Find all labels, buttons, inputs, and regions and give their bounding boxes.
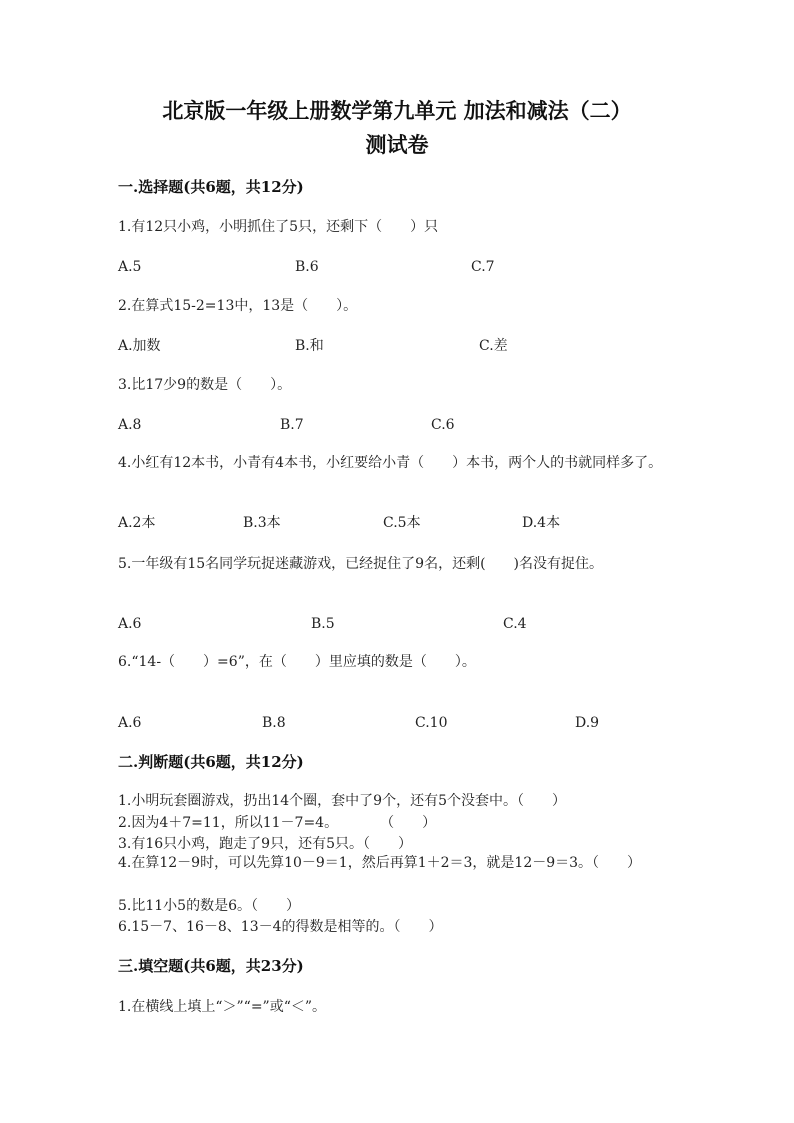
judgment-item-6: 6.15－7、16－8、13－4的得数是相等的。（ ） bbox=[118, 919, 443, 935]
fill-item-1: 1.在横线上填上“＞”“=”或“＜”。 bbox=[118, 999, 327, 1015]
section-heading-judgment: 二.判断题(共6题，共12分) bbox=[118, 753, 304, 771]
option-a: A.8 bbox=[118, 417, 142, 433]
question-4: 4.小红有12本书，小青有4本书，小红要给小青（ ）本书，两个人的书就同样多了。 bbox=[118, 455, 663, 471]
option-a: A.6 bbox=[118, 616, 142, 632]
page-title: 北京版一年级上册数学第九单元 加法和减法（二） bbox=[162, 98, 632, 123]
judgment-item-2: 2.因为4＋7=11，所以11－7=4。 （ ） bbox=[118, 815, 437, 831]
option-a: A.加数 bbox=[118, 338, 161, 354]
option-a: A.2本 bbox=[118, 515, 156, 531]
question-3: 3.比17少9的数是（ ）。 bbox=[118, 377, 292, 393]
option-b: B.和 bbox=[295, 338, 324, 354]
section-heading-fill: 三.填空题(共6题，共23分) bbox=[118, 957, 304, 975]
option-b: B.7 bbox=[280, 417, 304, 433]
option-d: D.9 bbox=[575, 715, 600, 731]
option-c: C.4 bbox=[503, 616, 527, 632]
option-c: C.5本 bbox=[383, 515, 421, 531]
option-b: B.6 bbox=[295, 259, 319, 275]
question-1: 1.有12只小鸡，小明抓住了5只，还剩下（ ）只 bbox=[118, 219, 439, 235]
option-b: B.5 bbox=[311, 616, 335, 632]
option-a: A.5 bbox=[118, 259, 142, 275]
judgment-item-5: 5.比11小5的数是6。（ ） bbox=[118, 898, 300, 914]
option-b: B.3本 bbox=[243, 515, 281, 531]
judgment-item-1: 1.小明玩套圈游戏，扔出14个圈，套中了9个，还有5个没套中。（ ） bbox=[118, 793, 566, 809]
option-c: C.6 bbox=[431, 417, 455, 433]
option-c: C.差 bbox=[479, 338, 508, 354]
question-6: 6.“14-（ ）=6”，在（ ）里应填的数是（ ）。 bbox=[118, 654, 476, 670]
page-subtitle: 测试卷 bbox=[365, 132, 429, 157]
option-c: C.7 bbox=[471, 259, 495, 275]
question-2: 2.在算式15-2=13中，13是（ ）。 bbox=[118, 298, 358, 314]
option-c: C.10 bbox=[415, 715, 448, 731]
section-heading-choice: 一.选择题(共6题，共12分) bbox=[118, 178, 304, 196]
judgment-item-4: 4.在算12－9时，可以先算10－9＝1，然后再算1＋2＝3，就是12－9＝3。（ ） bbox=[118, 855, 642, 871]
option-a: A.6 bbox=[118, 715, 142, 731]
question-5: 5.一年级有15名同学玩捉迷藏游戏，已经捉住了9名，还剩( )名没有捉住。 bbox=[118, 556, 604, 572]
option-b: B.8 bbox=[262, 715, 286, 731]
option-d: D.4本 bbox=[522, 515, 561, 531]
judgment-item-3: 3.有16只小鸡，跑走了9只，还有5只。（ ） bbox=[118, 836, 412, 852]
